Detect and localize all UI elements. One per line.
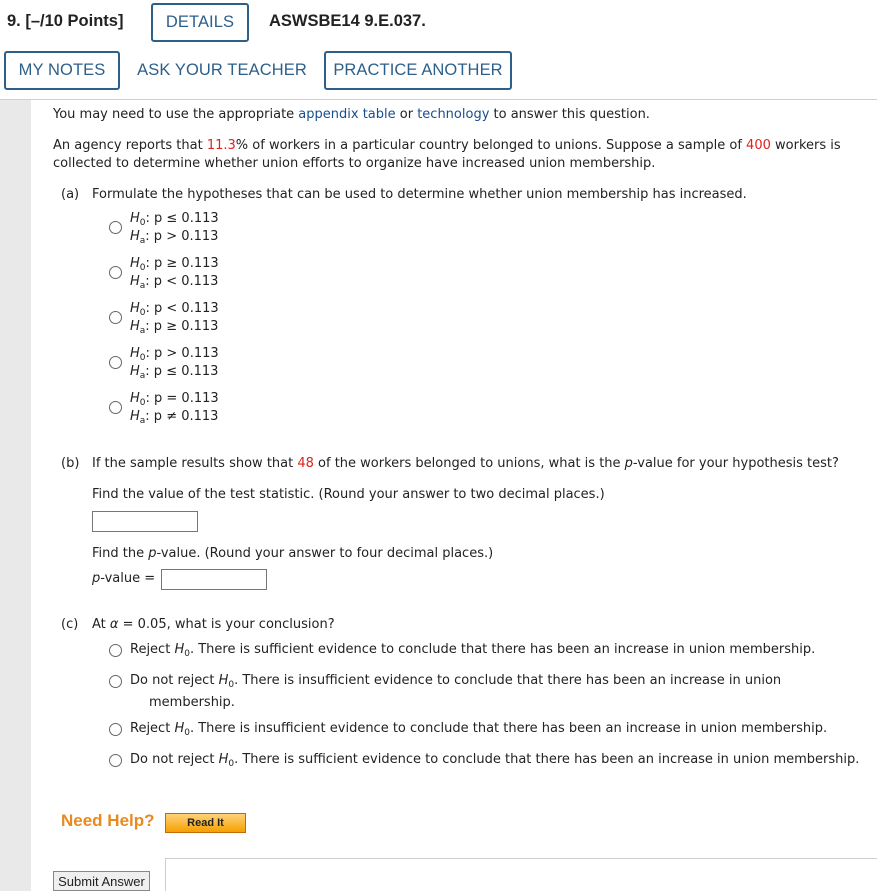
read-it-label: Read It — [187, 817, 224, 829]
hypothesis-radio-3[interactable] — [109, 311, 122, 324]
ha-text-4: : p ≤ 0.113 — [145, 364, 219, 379]
submit-answer-button[interactable] — [53, 871, 150, 891]
pvalue-prompt-a: Find the — [92, 546, 149, 561]
part-b-label: (b) — [61, 456, 80, 471]
conclusion-radio-3[interactable] — [109, 723, 122, 736]
part-a-prompt: Formulate the hypotheses that can be used to determine whether union membership has increased. — [92, 187, 747, 202]
part-b-text-a: If the sample results show that — [92, 456, 298, 471]
conclusion-radio-1[interactable] — [109, 644, 122, 657]
ha-text-5: : p ≠ 0.113 — [145, 409, 219, 424]
appendix-table-link[interactable]: appendix table — [298, 107, 396, 122]
conclusion-radio-4[interactable] — [109, 754, 122, 767]
bottom-divider — [165, 858, 877, 859]
problem-text-c: workers is — [770, 138, 841, 153]
test-stat-prompt: Find the value of the test statistic. (Round your answer to two decimal places.) — [92, 487, 605, 502]
part-c-text-b: = 0.05, what is your conclusion? — [118, 617, 335, 632]
h0-line-2: $H_0$: p ≥ 0.113 — [130, 256, 219, 273]
pvalue-prompt-b: -value. (Round your answer to four decimal places.) — [156, 546, 494, 561]
hypothesis-radio-2[interactable] — [109, 266, 122, 279]
conclusion-post-4: . There is sufficient evidence to conclude that there has been an increase in union membership. — [234, 752, 860, 767]
hypothesis-radio-1[interactable] — [109, 221, 122, 234]
conclusion-pre-2: Do not reject — [130, 673, 219, 688]
h0-line-4: $H_0$: p > 0.113 — [130, 346, 219, 363]
ha-line-1: $H_a$: p > 0.113 — [130, 229, 219, 246]
conclusion-text-2: Do not reject $H_0$. There is insufficient evidence to conclude that there has been an increase in union — [130, 673, 782, 690]
conclusion-radio-2[interactable] — [109, 675, 122, 688]
conclusion-pre-4: Do not reject — [130, 752, 219, 767]
alpha-symbol: α — [109, 617, 119, 632]
ha-line-3: $H_a$: p ≥ 0.113 — [130, 319, 219, 336]
h0-line-5: $H_0$: p = 0.113 — [130, 391, 219, 408]
ha-text-3: : p ≥ 0.113 — [145, 319, 219, 334]
read-it-button[interactable] — [165, 813, 246, 833]
part-b-text-b: of the workers belonged to unions, what is the — [313, 456, 625, 471]
ha-text-1: : p > 0.113 — [145, 229, 219, 244]
p-italic-3: p — [92, 571, 101, 586]
conclusion-post-1: . There is sufficient evidence to conclude that there has been an increase in union membership. — [189, 642, 816, 657]
intro-suffix: to answer this question. — [489, 107, 650, 122]
problem-text-a: An agency reports that — [53, 138, 207, 153]
submit-answer-label: Submit Answer — [58, 873, 145, 889]
conclusion-post-2: . There is insufficient evidence to conclude that there has been an increase in union — [234, 673, 782, 688]
pvalue-label — [92, 570, 155, 588]
details-label: DETAILS — [165, 13, 235, 31]
toolbar-divider — [0, 99, 877, 100]
conclusion-text-1: Reject $H_0$. There is sufficient evidence to conclude that there has been an increase in union membership. — [130, 642, 816, 659]
problem-line-2: collected to determine whether union efforts to organize have increased union membership. — [53, 156, 656, 171]
need-help-label: Need Help? — [61, 811, 155, 830]
practice-another-label: PRACTICE ANOTHER — [333, 61, 503, 79]
question-number-text: 9. — [7, 12, 21, 30]
conclusion-post-3: . There is insufficient evidence to conclude that there has been an increase in union membership. — [189, 721, 828, 736]
ha-text-2: : p < 0.113 — [145, 274, 219, 289]
problem-line-1 — [53, 137, 841, 155]
question-number — [7, 12, 123, 31]
my-notes-label: MY NOTES — [18, 61, 106, 79]
ask-teacher-button[interactable] — [130, 51, 314, 90]
practice-another-button[interactable] — [324, 51, 512, 90]
pvalue-prompt — [92, 545, 493, 563]
pvalue-label-text: -value = — [100, 571, 156, 586]
intro-prefix: You may need to use the appropriate — [53, 107, 299, 122]
conclusion-text-4: Do not reject $H_0$. There is sufficient evidence to conclude that there has been an increase in union membership. — [130, 752, 860, 769]
h0-text-2: : p ≥ 0.113 — [145, 256, 219, 271]
points-text: [–/10 Points] — [25, 12, 124, 30]
bottom-divider-vertical — [165, 858, 166, 891]
part-b-text-c: -value for your hypothesis test? — [632, 456, 839, 471]
ha-line-5: $H_a$: p ≠ 0.113 — [130, 409, 219, 426]
h0-text-3: : p < 0.113 — [145, 301, 219, 316]
sample-size-value: 400 — [746, 138, 771, 153]
ha-line-2: $H_a$: p < 0.113 — [130, 274, 219, 291]
p-italic: p — [624, 456, 633, 471]
intro-or: or — [395, 107, 418, 122]
test-statistic-input[interactable] — [92, 511, 198, 532]
problem-code: ASWSBE14 9.E.037. — [269, 12, 426, 30]
percent-value: 11.3 — [206, 138, 236, 153]
conclusion-pre-3: Reject — [130, 721, 175, 736]
intro-line — [53, 106, 650, 124]
part-a-label: (a) — [61, 187, 80, 202]
conclusion-text-3: Reject $H_0$. There is insufficient evidence to conclude that there has been an increase in union membership. — [130, 721, 828, 738]
part-c-label: (c) — [61, 617, 79, 632]
h0-line-1: $H_0$: p ≤ 0.113 — [130, 211, 219, 228]
hypothesis-radio-4[interactable] — [109, 356, 122, 369]
my-notes-button[interactable] — [4, 51, 120, 90]
problem-text-b: % of workers in a particular country belonged to unions. Suppose a sample of — [235, 138, 747, 153]
ha-line-4: $H_a$: p ≤ 0.113 — [130, 364, 219, 381]
union-count-value: 48 — [297, 456, 314, 471]
hypothesis-radio-5[interactable] — [109, 401, 122, 414]
details-button[interactable] — [151, 3, 249, 42]
part-c-text-a: At — [92, 617, 110, 632]
ask-teacher-label: ASK YOUR TEACHER — [137, 61, 307, 79]
part-c-prompt — [92, 616, 335, 634]
technology-link[interactable]: technology — [417, 107, 490, 122]
conclusion-cont-2: membership. — [149, 695, 235, 710]
p-italic-2: p — [148, 546, 157, 561]
pvalue-input[interactable] — [161, 569, 267, 590]
h0-text-5: : p = 0.113 — [145, 391, 219, 406]
h0-text-4: : p > 0.113 — [145, 346, 219, 361]
h0-line-3: $H_0$: p < 0.113 — [130, 301, 219, 318]
part-b-prompt — [92, 455, 839, 473]
h0-text-1: : p ≤ 0.113 — [145, 211, 219, 226]
left-gutter — [0, 100, 31, 891]
conclusion-pre-1: Reject — [130, 642, 175, 657]
